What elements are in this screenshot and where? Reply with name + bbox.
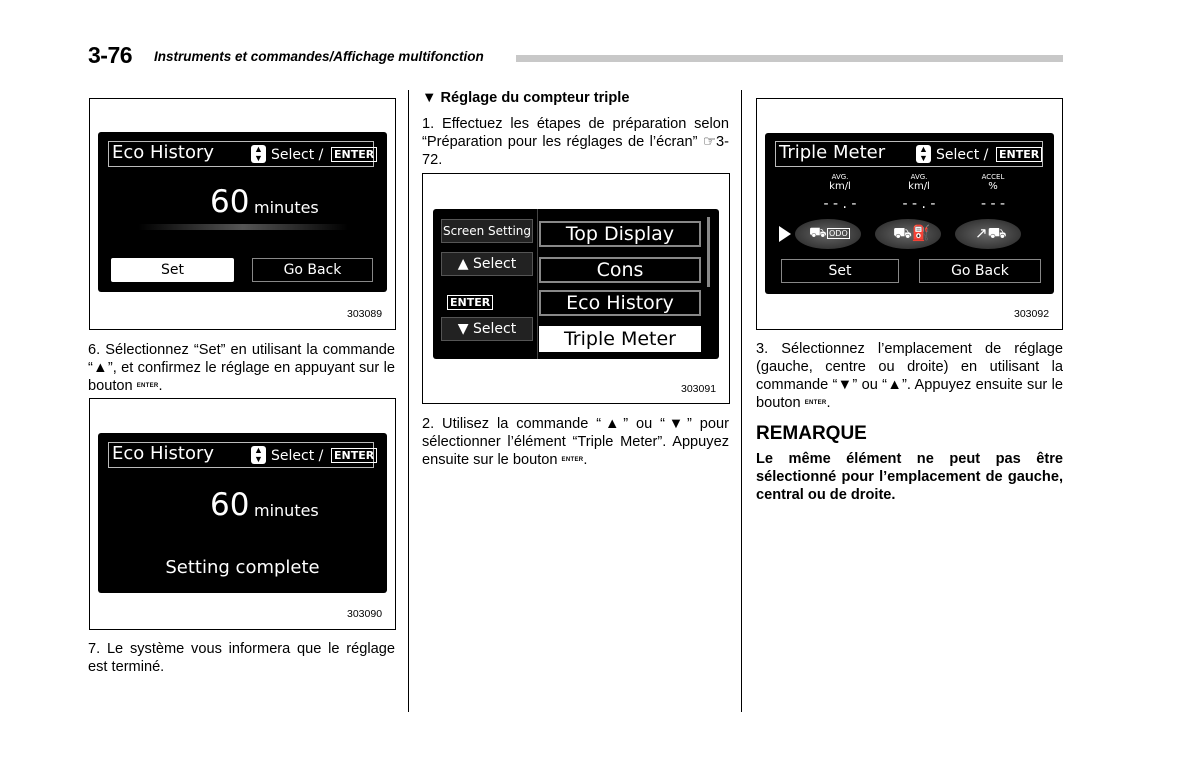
enter-label: ENTER [996, 147, 1042, 162]
select-label: Select / [271, 448, 324, 464]
minutes-value: 60 [210, 184, 250, 220]
value-glow [138, 224, 348, 230]
eco-history-screen [98, 132, 387, 292]
select-label: Select / [936, 147, 989, 163]
scrollbar[interactable] [707, 217, 710, 287]
section-title: Instruments et commandes/Affichage multifonction [154, 49, 484, 64]
fuel-car-icon: ⛟ [809, 225, 827, 241]
set-button[interactable]: Set [781, 259, 899, 283]
accelerator-icon: ↗⛟ [975, 224, 1007, 242]
step-2-text: 2. Utilisez la commande “▲” ou “▼” pour sélectionner l’élément “Triple Meter”. Appuyez ensuite sur le bouton ENTER. [422, 416, 729, 468]
menu-item-cons[interactable]: Cons [539, 257, 701, 283]
screen-title: Triple Meter [779, 142, 886, 163]
menu-item-eco-history[interactable]: Eco History [539, 290, 701, 316]
enter-button-icon: ENTER [136, 383, 159, 390]
triple-meter-screen [765, 133, 1054, 294]
figure-303091 [422, 173, 730, 404]
column-divider-1 [408, 90, 409, 712]
screen-setting-menu [433, 209, 719, 359]
cursor-triangle-icon [779, 226, 791, 242]
heading-triple-meter: ▼ Réglage du compteur triple [422, 90, 630, 106]
figure-number: 303091 [681, 383, 717, 395]
odo-icon: ODO [829, 229, 848, 238]
screen-title: Eco History [112, 443, 215, 464]
meter-right-value: - - - [980, 196, 1006, 212]
meter-right-unit: % [988, 181, 998, 192]
remark-title: REMARQUE [756, 423, 867, 444]
meter-center-unit: km/l [908, 181, 930, 192]
enter-button-icon: ENTER [561, 457, 584, 464]
minutes-unit: minutes [254, 501, 319, 520]
enter-button-icon: ENTER [804, 400, 827, 407]
remark-body: Le même élément ne peut pas être sélectionné pour l’emplacement de gauche, central ou de droite. [756, 451, 1063, 503]
figure-303092 [756, 98, 1063, 330]
up-down-arrow-icon: ▲ ▼ [916, 145, 931, 163]
screen-setting-label: Screen Setting [441, 219, 533, 243]
select-down-button[interactable]: ▼ Select [441, 317, 533, 341]
menu-item-top-display[interactable]: Top Display [539, 221, 701, 247]
step-1-text: 1. Effectuez les étapes de préparation selon “Préparation pour les réglages de l’écran” ☞3-72. [422, 116, 729, 168]
figure-number: 303090 [347, 608, 383, 620]
fuel-pump-car-icon: ⛟⛽ [893, 224, 931, 242]
meter-right-label: ACCEL [981, 173, 1005, 181]
screen-title: Eco History [112, 142, 215, 163]
figure-number: 303092 [1014, 308, 1050, 320]
select-up-button[interactable]: ▲ Select [441, 252, 533, 276]
menu-divider [537, 209, 538, 359]
up-down-arrow-icon: ▲ ▼ [251, 446, 266, 464]
meter-left-label: AVG. [831, 173, 849, 181]
step-6-text: 6. Sélectionnez “Set” en utilisant la commande “▲”, et confirmez le réglage en appuyant sur le bouton ENTER. [88, 342, 395, 394]
setting-complete-message: Setting complete [165, 557, 320, 578]
meter-left-unit: km/l [829, 181, 851, 192]
figure-number: 303089 [347, 308, 383, 320]
meter-left-value: - - . - [823, 196, 857, 212]
select-label: Select / [271, 147, 324, 163]
step-7-text: 7. Le système vous informera que le réglage est terminé. [88, 641, 395, 675]
enter-label: ENTER [447, 295, 493, 310]
step-3-text: 3. Sélectionnez l’emplacement de réglage (gauche, centre ou droite) en utilisant la commande “▼” ou “▲”. Appuyez ensuite sur le bouton ENTER. [756, 341, 1063, 411]
up-down-arrow-icon: ▲ ▼ [251, 145, 266, 163]
setting-complete-screen [98, 433, 387, 593]
enter-label: ENTER [331, 147, 377, 162]
figure-303089 [89, 98, 396, 330]
set-button[interactable]: Set [111, 258, 234, 282]
enter-label: ENTER [331, 448, 377, 463]
figure-303090 [89, 398, 396, 630]
menu-item-triple-meter[interactable]: Triple Meter [539, 326, 701, 352]
meter-center-value: - - . - [902, 196, 936, 212]
minutes-unit: minutes [254, 198, 319, 217]
meter-center-label: AVG. [910, 173, 928, 181]
page-number: 3-76 [88, 42, 133, 68]
go-back-button[interactable]: Go Back [919, 259, 1041, 283]
column-divider-2 [741, 90, 742, 712]
go-back-button[interactable]: Go Back [252, 258, 373, 282]
minutes-value: 60 [210, 487, 250, 523]
